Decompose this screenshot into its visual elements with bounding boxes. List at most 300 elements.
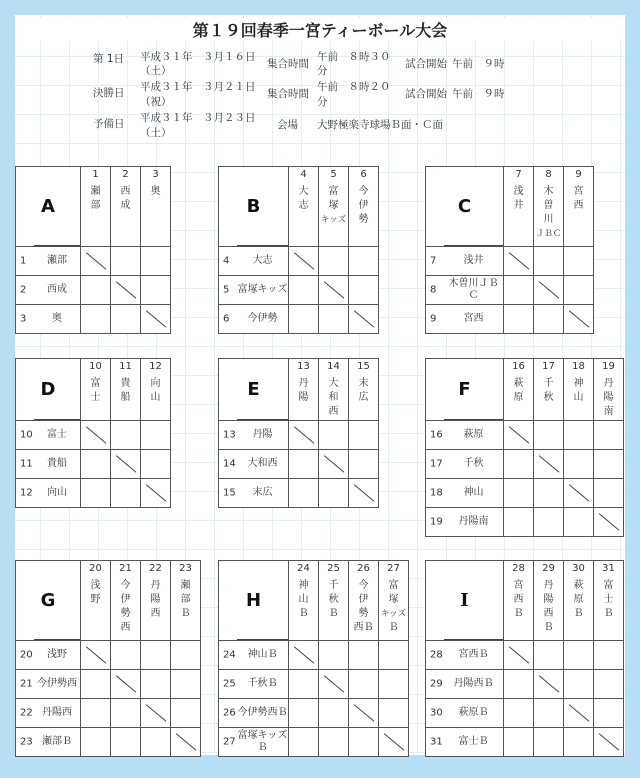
group-label-text: H bbox=[245, 590, 262, 611]
team-name-vertical: 宮 bbox=[513, 580, 524, 591]
table-row bbox=[16, 728, 201, 757]
result-cell[interactable] bbox=[289, 728, 319, 757]
table-row bbox=[426, 728, 624, 757]
result-cell[interactable] bbox=[349, 421, 379, 450]
self-match-slash bbox=[171, 728, 201, 757]
result-cell[interactable] bbox=[319, 699, 349, 728]
table-row bbox=[426, 479, 624, 508]
result-cell[interactable] bbox=[319, 247, 349, 276]
team-name-vertical: Ｂ bbox=[298, 608, 309, 619]
result-cell[interactable] bbox=[564, 276, 594, 305]
team-name-vertical: Ｂ bbox=[328, 608, 339, 619]
table-row bbox=[219, 728, 409, 757]
result-cell[interactable] bbox=[564, 450, 594, 479]
team-number: 9 bbox=[575, 169, 582, 180]
result-cell[interactable] bbox=[289, 305, 319, 334]
result-cell[interactable] bbox=[319, 421, 349, 450]
result-cell[interactable] bbox=[534, 641, 564, 670]
team-name: 末広 bbox=[252, 487, 273, 498]
schedule-value1: 大野極楽寺球場Ｂ面・Ｃ面 bbox=[317, 119, 443, 131]
team-name-vertical: 富 bbox=[90, 378, 101, 389]
row-header bbox=[426, 479, 504, 508]
team-name-vertical: Ｂ bbox=[513, 608, 524, 619]
result-cell[interactable] bbox=[379, 641, 409, 670]
team-number: 27 bbox=[387, 563, 400, 574]
row-header bbox=[219, 247, 289, 276]
team-number: 27 bbox=[223, 736, 236, 748]
team-name-vertical: 西 bbox=[120, 622, 131, 633]
result-cell[interactable] bbox=[504, 479, 534, 508]
team-number: 17 bbox=[430, 458, 443, 470]
team-number: 19 bbox=[602, 361, 615, 372]
self-match-slash bbox=[289, 641, 319, 670]
team-name: 浅野 bbox=[47, 649, 67, 660]
group-label bbox=[16, 359, 81, 421]
team-name-vertical: 成 bbox=[120, 200, 131, 211]
result-cell[interactable] bbox=[594, 421, 624, 450]
team-number: 24 bbox=[297, 563, 310, 574]
team-name-vertical: 勢 bbox=[120, 608, 131, 619]
row-header bbox=[16, 728, 81, 757]
result-cell[interactable] bbox=[349, 276, 379, 305]
result-cell[interactable] bbox=[534, 421, 564, 450]
result-cell[interactable] bbox=[594, 450, 624, 479]
table-row bbox=[426, 305, 594, 334]
result-cell[interactable] bbox=[564, 728, 594, 757]
team-number: 30 bbox=[430, 707, 443, 719]
column-header bbox=[319, 167, 349, 247]
result-cell[interactable] bbox=[289, 450, 319, 479]
schedule-value1: 午前 ８時２０ bbox=[317, 81, 391, 93]
schedule-value2: 午前 ９時 bbox=[452, 88, 505, 100]
result-cell[interactable] bbox=[349, 450, 379, 479]
row-header bbox=[426, 247, 504, 276]
self-match-slash bbox=[534, 670, 564, 699]
team-number: 10 bbox=[89, 361, 102, 372]
team-name-vertical: Ｂ bbox=[573, 608, 584, 619]
result-cell[interactable] bbox=[111, 728, 141, 757]
result-cell[interactable] bbox=[504, 508, 534, 537]
result-cell[interactable] bbox=[349, 641, 379, 670]
team-name-vertical: 部 bbox=[180, 594, 191, 605]
group-label-text: C bbox=[457, 196, 472, 217]
team-name-vertical: Ｂ bbox=[388, 622, 399, 633]
team-name: 大和西 bbox=[247, 458, 278, 469]
result-cell[interactable] bbox=[141, 276, 171, 305]
result-cell[interactable] bbox=[564, 247, 594, 276]
result-cell[interactable] bbox=[349, 247, 379, 276]
table-row bbox=[16, 421, 171, 450]
result-cell[interactable] bbox=[111, 305, 141, 334]
group-label bbox=[426, 359, 504, 421]
schedule-day: 決勝日 bbox=[93, 87, 125, 99]
result-cell[interactable] bbox=[141, 728, 171, 757]
result-cell[interactable] bbox=[564, 670, 594, 699]
result-cell[interactable] bbox=[504, 276, 534, 305]
result-cell[interactable] bbox=[289, 699, 319, 728]
team-name: 向山 bbox=[47, 487, 67, 498]
result-cell[interactable] bbox=[111, 699, 141, 728]
team-name-vertical: 陽 bbox=[150, 594, 161, 605]
group-label-text: A bbox=[41, 196, 55, 217]
row-header bbox=[426, 305, 504, 334]
team-number: 11 bbox=[20, 458, 33, 470]
result-cell[interactable] bbox=[81, 699, 111, 728]
team-number: 14 bbox=[327, 361, 340, 372]
self-match-slash bbox=[534, 450, 564, 479]
self-match-slash bbox=[349, 699, 379, 728]
schedule-value1: 午前 ８時３０ bbox=[317, 51, 391, 63]
team-name-vertical: 曽 bbox=[543, 200, 554, 211]
row-header bbox=[219, 728, 289, 757]
table-row bbox=[426, 421, 624, 450]
team-name-vertical: 萩 bbox=[573, 580, 584, 591]
team-number: 18 bbox=[572, 361, 585, 372]
team-number: 2 bbox=[122, 169, 129, 180]
team-number: 12 bbox=[149, 361, 162, 372]
team-number: 1 bbox=[20, 255, 27, 267]
team-number: 5 bbox=[330, 169, 337, 180]
column-header bbox=[81, 561, 111, 641]
result-cell[interactable] bbox=[141, 641, 171, 670]
table-row bbox=[426, 450, 624, 479]
team-name-vertical: Ｂ bbox=[603, 608, 614, 619]
self-match-slash bbox=[534, 276, 564, 305]
team-name-vertical: 丹 bbox=[298, 378, 309, 389]
result-cell[interactable] bbox=[504, 305, 534, 334]
team-number: 6 bbox=[223, 313, 230, 325]
row-header bbox=[219, 305, 289, 334]
group-label bbox=[219, 561, 289, 641]
column-header bbox=[111, 167, 141, 247]
team-number: 12 bbox=[20, 487, 33, 499]
result-cell[interactable] bbox=[534, 699, 564, 728]
team-name: 富塚キッズ bbox=[237, 284, 288, 295]
team-name-vertical: 士 bbox=[90, 392, 101, 403]
self-match-slash bbox=[504, 247, 534, 276]
team-number: 31 bbox=[602, 563, 615, 574]
column-header bbox=[319, 561, 349, 641]
team-name-vertical: 陽 bbox=[603, 392, 614, 403]
result-cell[interactable] bbox=[504, 728, 534, 757]
result-cell[interactable] bbox=[141, 450, 171, 479]
team-name-vertical: キッズ bbox=[380, 609, 407, 619]
team-name-vertical: 井 bbox=[513, 200, 524, 211]
team-name-vertical: 浅 bbox=[90, 580, 101, 591]
row-header bbox=[426, 421, 504, 450]
team-name-vertical: 野 bbox=[90, 594, 101, 605]
team-number: 24 bbox=[223, 649, 236, 661]
self-match-slash bbox=[81, 421, 111, 450]
self-match-slash bbox=[111, 670, 141, 699]
table-row bbox=[219, 421, 379, 450]
table-row bbox=[16, 247, 171, 276]
schedule-key1: 集合時間 bbox=[267, 58, 309, 70]
group-label bbox=[426, 561, 504, 641]
team-name-vertical: 伊 bbox=[358, 594, 369, 605]
team-number: 3 bbox=[20, 313, 27, 325]
result-cell[interactable] bbox=[379, 670, 409, 699]
team-name: 瀬部 bbox=[47, 255, 67, 266]
group-label bbox=[16, 167, 81, 247]
table-row bbox=[426, 247, 594, 276]
team-name-vertical: 今 bbox=[358, 186, 369, 197]
result-cell[interactable] bbox=[81, 305, 111, 334]
self-match-slash bbox=[504, 421, 534, 450]
result-cell[interactable] bbox=[111, 479, 141, 508]
schedule-key2: 試合開始 bbox=[405, 88, 447, 100]
team-number: 22 bbox=[20, 707, 33, 719]
team-number: 14 bbox=[223, 458, 236, 470]
team-name-vertical: 奥 bbox=[150, 186, 161, 197]
result-cell[interactable] bbox=[564, 421, 594, 450]
header-row bbox=[219, 167, 379, 247]
group-table-h bbox=[218, 560, 409, 757]
column-header bbox=[349, 167, 379, 247]
result-cell[interactable] bbox=[141, 247, 171, 276]
row-header bbox=[16, 641, 81, 670]
result-cell[interactable] bbox=[81, 479, 111, 508]
team-name-vertical: 萩 bbox=[513, 378, 524, 389]
result-cell[interactable] bbox=[171, 641, 201, 670]
result-cell[interactable] bbox=[111, 641, 141, 670]
table-row bbox=[219, 305, 379, 334]
result-cell[interactable] bbox=[289, 670, 319, 699]
group-label bbox=[16, 561, 81, 641]
group-table-b bbox=[218, 166, 379, 334]
team-name: 木曽川ＪＢＣ bbox=[448, 278, 499, 301]
team-name-vertical: 丹 bbox=[150, 580, 161, 591]
group-label-text: G bbox=[40, 590, 56, 611]
team-number: 7 bbox=[430, 255, 437, 267]
table-row bbox=[426, 276, 594, 305]
team-number: 10 bbox=[20, 429, 33, 441]
group-table-d bbox=[15, 358, 171, 508]
column-header bbox=[141, 167, 171, 247]
team-name-vertical: 船 bbox=[120, 392, 131, 403]
result-cell[interactable] bbox=[564, 641, 594, 670]
result-cell[interactable] bbox=[564, 508, 594, 537]
group-label bbox=[219, 167, 289, 247]
table-row bbox=[426, 508, 624, 537]
row-header bbox=[16, 305, 81, 334]
result-cell[interactable] bbox=[81, 728, 111, 757]
self-match-slash bbox=[319, 276, 349, 305]
team-name-vertical: 今 bbox=[358, 580, 369, 591]
result-cell[interactable] bbox=[319, 479, 349, 508]
result-cell[interactable] bbox=[319, 641, 349, 670]
team-name-vertical: 神 bbox=[298, 580, 309, 591]
team-number: 23 bbox=[179, 563, 192, 574]
self-match-slash bbox=[349, 305, 379, 334]
team-number: 29 bbox=[430, 678, 443, 690]
header-row bbox=[219, 561, 409, 641]
group-label-text: D bbox=[40, 379, 56, 400]
result-cell[interactable] bbox=[111, 247, 141, 276]
result-cell[interactable] bbox=[81, 670, 111, 699]
column-header bbox=[534, 167, 564, 247]
schedule-key1: 集合時間 bbox=[267, 88, 309, 100]
team-name-vertical: 神 bbox=[573, 378, 584, 389]
team-name-vertical: 南 bbox=[603, 406, 614, 417]
result-cell[interactable] bbox=[319, 305, 349, 334]
team-name-vertical: 宮 bbox=[573, 186, 584, 197]
column-header bbox=[564, 561, 594, 641]
header-row bbox=[16, 359, 171, 421]
team-name-vertical: 山 bbox=[298, 594, 309, 605]
row-header bbox=[219, 450, 289, 479]
team-number: 29 bbox=[542, 563, 555, 574]
team-number: 21 bbox=[20, 678, 33, 690]
result-cell[interactable] bbox=[379, 699, 409, 728]
row-header bbox=[426, 728, 504, 757]
schedule-date: 平成３１年 ３月１６日 bbox=[140, 51, 256, 63]
result-cell[interactable] bbox=[504, 699, 534, 728]
table-row bbox=[16, 450, 171, 479]
team-name: 千秋Ｂ bbox=[247, 678, 278, 689]
result-cell[interactable] bbox=[594, 699, 624, 728]
result-cell[interactable] bbox=[594, 670, 624, 699]
result-cell[interactable] bbox=[534, 305, 564, 334]
self-match-slash bbox=[141, 305, 171, 334]
group-table-e bbox=[218, 358, 379, 508]
team-name-vertical: 末 bbox=[358, 378, 369, 389]
column-header bbox=[564, 167, 594, 247]
table-row bbox=[16, 641, 201, 670]
result-cell[interactable] bbox=[349, 728, 379, 757]
row-header bbox=[426, 699, 504, 728]
self-match-slash bbox=[319, 450, 349, 479]
row-header bbox=[219, 479, 289, 508]
table-row bbox=[219, 247, 379, 276]
group-table-f bbox=[425, 358, 624, 537]
team-number: 26 bbox=[223, 707, 236, 719]
row-header bbox=[16, 670, 81, 699]
team-name-vertical: 広 bbox=[358, 392, 369, 403]
result-cell[interactable] bbox=[319, 728, 349, 757]
row-header bbox=[219, 421, 289, 450]
team-name-vertical: 瀬 bbox=[180, 580, 191, 591]
schedule-date: 平成３１年 ３月２３日 bbox=[140, 112, 256, 124]
team-name-vertical: 向 bbox=[150, 378, 161, 389]
schedule-value2: 午前 ９時 bbox=[452, 58, 505, 70]
team-name: 千秋 bbox=[463, 458, 484, 469]
result-cell[interactable] bbox=[81, 450, 111, 479]
result-cell[interactable] bbox=[534, 247, 564, 276]
table-row bbox=[16, 699, 201, 728]
team-name: 富塚キッズＢ bbox=[237, 730, 288, 753]
column-header bbox=[319, 359, 349, 421]
team-name-vertical: 和 bbox=[328, 392, 339, 403]
self-match-slash bbox=[564, 699, 594, 728]
result-cell[interactable] bbox=[534, 479, 564, 508]
team-number: 20 bbox=[20, 649, 33, 661]
team-number: 8 bbox=[545, 169, 552, 180]
team-name-vertical: 西 bbox=[573, 200, 584, 211]
team-name: 西成 bbox=[47, 284, 67, 295]
team-name-vertical: 山 bbox=[573, 392, 584, 403]
column-header bbox=[111, 561, 141, 641]
team-name: 今伊勢西 bbox=[37, 678, 77, 689]
team-name: 今伊勢 bbox=[247, 313, 278, 324]
team-name-vertical: 陽 bbox=[298, 392, 309, 403]
result-cell[interactable] bbox=[534, 508, 564, 537]
team-name-vertical: 丹 bbox=[603, 378, 614, 389]
header-row bbox=[426, 561, 624, 641]
team-name: 大志 bbox=[252, 255, 273, 266]
team-number: 19 bbox=[430, 516, 443, 528]
result-cell[interactable] bbox=[111, 421, 141, 450]
result-cell[interactable] bbox=[594, 479, 624, 508]
column-header bbox=[349, 561, 379, 641]
table-row bbox=[16, 670, 201, 699]
result-cell[interactable] bbox=[171, 670, 201, 699]
team-name: 富士 bbox=[47, 429, 67, 440]
column-header bbox=[564, 359, 594, 421]
team-name-vertical: 西 bbox=[120, 186, 131, 197]
result-cell[interactable] bbox=[534, 728, 564, 757]
row-header bbox=[426, 670, 504, 699]
team-name-vertical: 志 bbox=[298, 200, 309, 211]
row-header bbox=[16, 421, 81, 450]
team-name-vertical: 塚 bbox=[328, 200, 339, 211]
team-name-vertical: 富 bbox=[328, 186, 339, 197]
team-number: 13 bbox=[223, 429, 236, 441]
result-cell[interactable] bbox=[141, 421, 171, 450]
table-row bbox=[16, 276, 171, 305]
header-row bbox=[16, 561, 201, 641]
group-label-text: E bbox=[247, 379, 260, 400]
result-cell[interactable] bbox=[81, 276, 111, 305]
team-name: 宮西Ｂ bbox=[458, 649, 489, 660]
team-number: 16 bbox=[512, 361, 525, 372]
result-cell[interactable] bbox=[141, 670, 171, 699]
row-header bbox=[16, 450, 81, 479]
team-name: 萩原Ｂ bbox=[458, 707, 489, 718]
team-name-vertical: 秋 bbox=[543, 392, 554, 403]
self-match-slash bbox=[594, 508, 624, 537]
result-cell[interactable] bbox=[289, 276, 319, 305]
table-row bbox=[219, 699, 409, 728]
team-number: 4 bbox=[223, 255, 230, 267]
result-cell[interactable] bbox=[594, 641, 624, 670]
result-cell[interactable] bbox=[349, 670, 379, 699]
team-name-vertical: 西 bbox=[513, 594, 524, 605]
self-match-slash bbox=[349, 479, 379, 508]
team-name: 今伊勢西Ｂ bbox=[237, 707, 288, 718]
team-name-vertical: 陽 bbox=[543, 594, 554, 605]
group-label-text: B bbox=[246, 196, 261, 217]
group-label-text: F bbox=[458, 379, 471, 400]
team-name-vertical: 勢 bbox=[358, 608, 369, 619]
result-cell[interactable] bbox=[504, 670, 534, 699]
team-name: 宮西 bbox=[463, 313, 484, 324]
result-cell[interactable] bbox=[504, 450, 534, 479]
team-number: 28 bbox=[430, 649, 443, 661]
self-match-slash bbox=[141, 699, 171, 728]
self-match-slash bbox=[141, 479, 171, 508]
team-number: 8 bbox=[430, 284, 437, 296]
row-header bbox=[426, 641, 504, 670]
result-cell[interactable] bbox=[289, 479, 319, 508]
result-cell[interactable] bbox=[171, 699, 201, 728]
team-number: 16 bbox=[430, 429, 443, 441]
team-name: 奥 bbox=[52, 313, 62, 324]
team-name-vertical: 伊 bbox=[120, 594, 131, 605]
team-number: 3 bbox=[152, 169, 159, 180]
team-name: 神山 bbox=[463, 487, 484, 498]
team-number: 7 bbox=[515, 169, 522, 180]
